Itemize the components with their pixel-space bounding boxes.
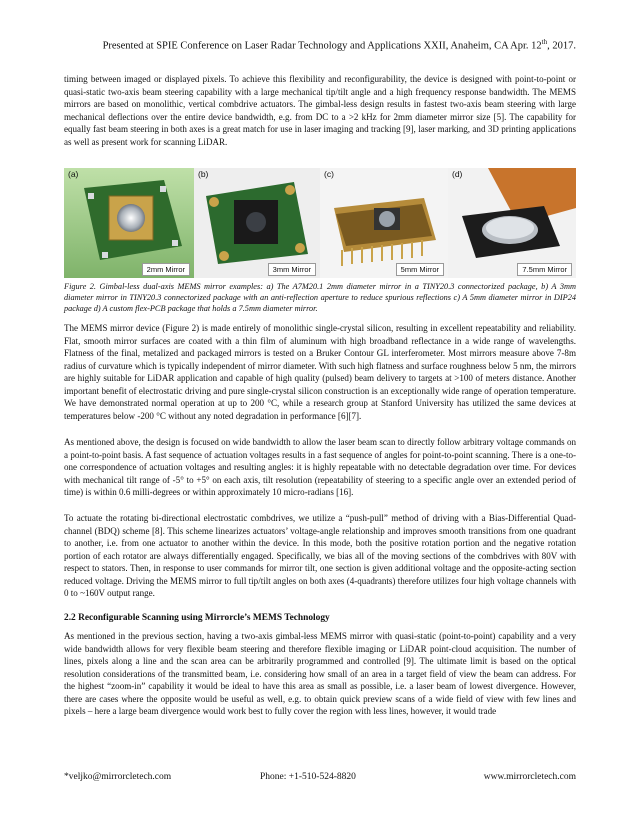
figure-panel-c [320, 168, 448, 278]
mems-mirror-2mm-image [64, 168, 194, 278]
section-heading-2-2: 2.2 Reconfigurable Scanning using Mirrorcle’s MEMS Technology [64, 613, 330, 623]
mems-mirror-7-5mm-image [448, 168, 576, 278]
footer-email: *veljko@mirrorcletech.com [64, 772, 172, 782]
paragraph-mems-device: The MEMS mirror device (Figure 2) is made entirely of monolithic single-crystal silicon, resulting in excellent repeatability and reliability. Flat, smooth mirror surfaces are coated with a thin film of aluminum with high broadband reflectance in a wide range of wavelengths. Flatness of the final, metalized and packaged mirrors is tested on a Bruker Contour GL interferometer. Most mirrors measure above 7-8m radius of curvature which is typically independent of mirror diameter. With such high flatness and surface roughness below 5 nm, the mirrors are highly suitable for LiDAR application and capable of high quality (pulsed) beam delivery to targets at >100 of meters distance. Another important benefit of electrostatic driving and pure single-crystal silicon construction is an exceptionally wide range of operation temperature. We have demonstrated normal operation at up to 200 °C, while a research group at Stanford University has utilized the same devices at temperatures below -200 °C without any noted degradation in performance [6][7]. [64, 323, 576, 421]
figure-panel-a [64, 168, 194, 278]
mems-mirror-5mm-image [320, 168, 448, 278]
figure-caption: Figure 2. Gimbal-less dual-axis MEMS mirror examples: a) The A7M20.1 2mm diameter mirror in a TINY20.3 connectorized package, b) A 3mm diameter mirror in TINY20.3 connectorized package with an anti-reflection aperture to reduce spurious reflections c) A 5mm diameter mirror in DIP24 package d) A custom flex-PCB package that holds a 7.5mm diameter mirror. [64, 282, 576, 313]
panel-label-b: 3mm Mirror [268, 263, 316, 276]
panel-tag-c: (c) [324, 169, 334, 179]
paragraph-push-pull: To actuate the rotating bi-directional electrostatic combdrives, we utilize a “push-pull” method of driving with a Bias-Differential Quad-channel (BDQ) scheme [8]. This scheme linearizes actuators’ voltage-angle relationship and improves smooth transitions from one quadrant to another, i.e. from one actuator to another within the device. In this mode, both the positive rotation portion and the negative rotation portion of each rotator are always differentially engaged. Specifically, we bias all of the moving sections of the combdrives with 80V with respect to stators. Then, in response to user commands for mirror tilt, one section is given additional voltage and the opposite-acting section reduced voltage. Driving the MEMS mirror to full tip/tilt angles on both axes (4-quadrants) therefore utilizes four high voltage channels with 0 to ~160V output range. [64, 513, 576, 598]
paragraph-reconfigurable-scanning: As mentioned in the previous section, having a two-axis gimbal-less MEMS mirror with quasi-static (point-to-point) capability and a very wide bandwidth allows for very flexible beam steering and therefore flexible imaging or LiDAR point-cloud acquisition. The number of lines, pixels along a line and the scan area can be arbitrarily programmed and controlled [9]. The ultimate limit is based on the optical resolution considerations of the transmitted beam, i.e. considering how small of an area in a target field of view the beam can address. For the highest “zoom-in” capability it would be ideal to have this area as small as possible, i.e. a laser beam of lowest divergence. However, there are cases where the opposite would be useful as well, e.g. to obtain quick preview scans of a wide field of view with few lines and pixels – here a large beam divergence would work best to fully cover the region with less lines, however, it would trade [64, 631, 576, 716]
footer-website: www.mirrorcletech.com [483, 772, 576, 782]
paragraph-intro: timing between imaged or displayed pixels. To achieve this flexibility and reconfigurability, the device is designed with point-to-point or quasi-static two-axis beam steering capability with a large mechanical tip/tilt angle and a high frequency response bandwidth. The MEMS mirrors are based on monolithic, vertical combdrive actuators. The gimbal-less design results in fastest two-axis beam steering with large mechanical deflections over the entire device bandwidth, e.g. from DC to a >2 kHz for 2mm diameter mirror size [5]. The capability for equally fast beam steering in both axes is a great match for use in laser imaging and tracking [9], laser marking, and 3D printing applications as well as present work for scanning LiDAR. [64, 74, 576, 147]
figure-panel-d [448, 168, 576, 278]
panel-label-d: 7.5mm Mirror [517, 263, 572, 276]
figure-panel-b [194, 168, 320, 278]
panel-tag-d: (d) [452, 169, 463, 179]
panel-tag-b: (b) [198, 169, 209, 179]
footer-phone: Phone: +1-510-524-8820 [260, 772, 356, 782]
conference-header [64, 36, 576, 53]
header-text: Presented at SPIE Conference on Laser Radar Technology and Applications XXII, Anaheim, CA Apr. 12 [102, 40, 542, 52]
panel-tag-a: (a) [68, 169, 79, 179]
paragraph-wide-bandwidth: As mentioned above, the design is focused on wide bandwidth to allow the laser beam scan to directly follow arbitrary voltage commands on a point-to-point basis. A fast sequence of actuation voltages results in a fast sequence of angles for point-to-point scanning. There is a one-to-one correspondence of actuation voltages and resulting angles: it is highly repeatable with no detectable degradation over time. For devices with mechanical tilt range of -5° to +5° on each axis, tilt resolution (repeatability of steering to a specific angle over an extended period of time) is within 0.6 milli-degrees or within approximately 10 micro-radians [16]. [64, 437, 576, 497]
header-superscript: th [541, 38, 548, 46]
header-text-end: , 2017. [547, 40, 576, 52]
panel-label-c: 5mm Mirror [396, 263, 444, 276]
mems-mirror-3mm-image [194, 168, 320, 278]
panel-label-a: 2mm Mirror [142, 263, 190, 276]
figure-2 [64, 168, 576, 278]
